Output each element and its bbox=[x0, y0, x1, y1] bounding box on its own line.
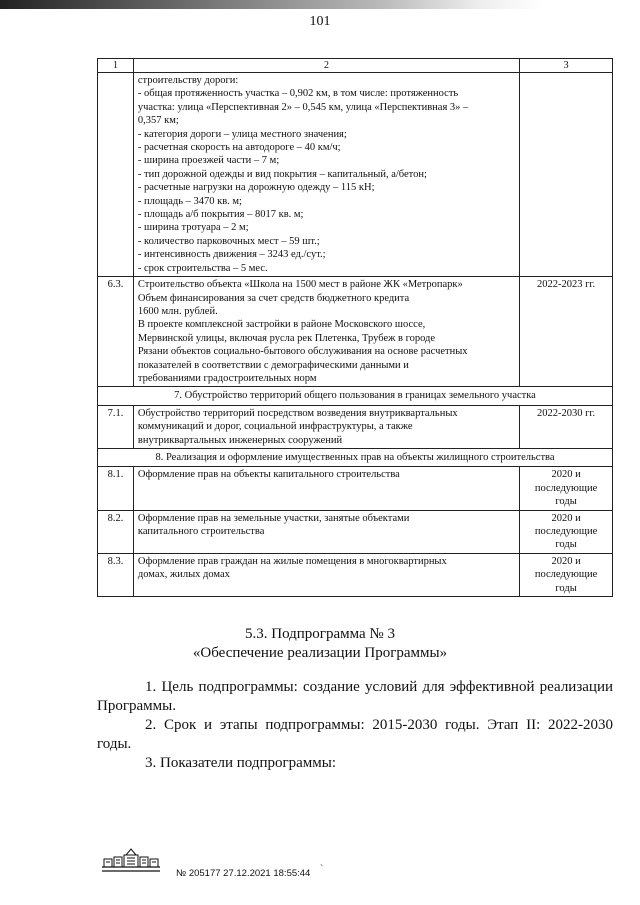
row-number: 6.3. bbox=[98, 277, 134, 387]
row-term: 2020 и последующие годы bbox=[520, 510, 613, 553]
row-number: 8.1. bbox=[98, 467, 134, 510]
header-col-2: 2 bbox=[133, 59, 519, 73]
table-row bbox=[98, 73, 613, 277]
row-description: Оформление прав граждан на жилые помещения в многоквартирных домах, жилых домах bbox=[133, 553, 519, 596]
section-row bbox=[98, 448, 613, 466]
table-row bbox=[98, 405, 613, 448]
header-col-3: 3 bbox=[520, 59, 613, 73]
section-row bbox=[98, 387, 613, 405]
table-row bbox=[98, 467, 613, 510]
table-row bbox=[98, 277, 613, 387]
document-stamp: № 205177 27.12.2021 18:55:44 bbox=[176, 868, 311, 879]
row-description: Строительство объекта «Школа на 1500 мест в районе ЖК «Метропарк» Объем финансирования за счет средств бюджетного кредита 1600 млн. рублей. В проекте комплексной застройки в районе Московского шоссе, Мервинской улицы, включая русла рек Плетенка, Трубеж в городе Рязани объектов социально-бытового обслуживания на основе расчетных показателей в соответствии с демографическими данными и требованиями градостроительных норм bbox=[133, 277, 519, 387]
table-row bbox=[98, 553, 613, 596]
table-row bbox=[98, 510, 613, 553]
body-paragraphs bbox=[97, 678, 613, 773]
paragraph-indicators: 3. Показатели подпрограммы: bbox=[145, 755, 337, 771]
section-8-title: 8. Реализация и оформление имущественных прав на объекты жилищного строительства bbox=[98, 448, 613, 466]
building-logo-icon bbox=[100, 847, 162, 873]
program-table bbox=[97, 58, 613, 597]
header-col-1: 1 bbox=[98, 59, 134, 73]
row-number: 7.1. bbox=[98, 405, 134, 448]
row-term: 2020 и последующие годы bbox=[520, 553, 613, 596]
stamp-mark: ` bbox=[320, 864, 324, 875]
subprogram-title: 5.3. Подпрограмма № 3 bbox=[245, 626, 395, 642]
paragraph-goal: 1. Цель подпрограммы: создание условий для эффективной реализации Программы. bbox=[97, 679, 613, 714]
row-description: Обустройство территорий посредством возведения внутриквартальных коммуникаций и дорог, социальной инфраструктуры, а также внутриквартальных инженерных сооружений bbox=[133, 405, 519, 448]
row-description: Оформление прав на объекты капитального строительства bbox=[133, 467, 519, 510]
paragraph-term: 2. Срок и этапы подпрограммы: 2015-2030 годы. Этап II: 2022-2030 годы. bbox=[97, 717, 613, 752]
row-number: 8.3. bbox=[98, 553, 134, 596]
subprogram-name: «Обеспечение реализации Программы» bbox=[192, 645, 448, 661]
road-specs-cell: строительству дороги: - общая протяженность участка – 0,902 км, в том числе: протяженность участка: улица «Перспективная 2» – 0,545 км, улица «Перспективная 3» – 0,357 км; - категория дороги – улица местного значения; - расчетная скорость на автодороге – 40 км/ч; - ширина проезжей части – 7 м; - тип дорожной одежды и вид покрытия – капитальный, а/бетон; - расчетные нагрузки на дорожную одежду – 115 кН; - площадь – 3470 кв. м; - площадь а/б покрытия – 8017 кв. м; - ширина тротуара – 2 м; - количество парковочных мест – 59 шт.; - интенсивность движения – 3243 ед./сут.; - срок строительства – 5 мес. bbox=[133, 73, 519, 277]
row-term: 2022-2023 гг. bbox=[520, 277, 613, 387]
page-number: 101 bbox=[309, 14, 331, 29]
row-term: 2020 и последующие годы bbox=[520, 467, 613, 510]
row-description: Оформление прав на земельные участки, занятые объектами капитального строительства bbox=[133, 510, 519, 553]
row-number: 8.2. bbox=[98, 510, 134, 553]
scan-edge bbox=[0, 0, 640, 9]
table-header-row bbox=[98, 59, 613, 73]
row-term: 2022-2030 гг. bbox=[520, 405, 613, 448]
section-7-title: 7. Обустройство территорий общего пользования в границах земельного участка bbox=[98, 387, 613, 405]
